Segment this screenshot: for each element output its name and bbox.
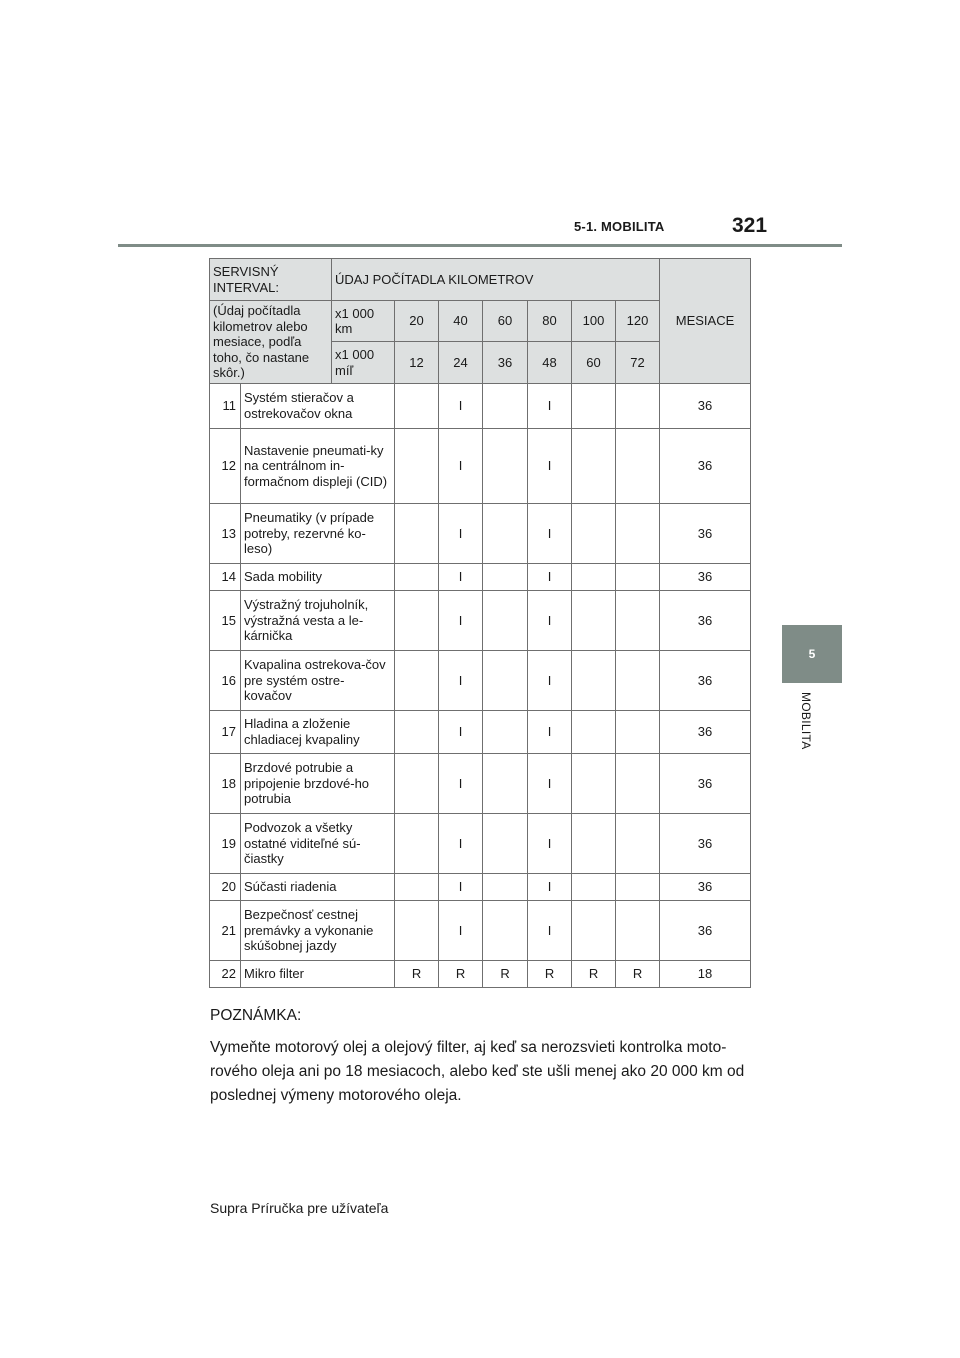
interval-cell: I <box>439 590 483 650</box>
interval-cell: I <box>528 900 572 960</box>
months-cell: 36 <box>660 900 751 960</box>
row-number: 15 <box>210 590 241 650</box>
months-cell: 36 <box>660 650 751 710</box>
interval-cell <box>616 428 660 503</box>
note-title: POZNÁMKA: <box>210 1007 302 1024</box>
interval-cell <box>483 650 528 710</box>
interval-cell <box>483 710 528 753</box>
interval-cell <box>483 813 528 873</box>
row-item: Bezpečnosť cestnej premávky a vykonanie skúšobnej jazdy <box>241 900 395 960</box>
table-row <box>210 590 751 650</box>
interval-cell: I <box>439 813 483 873</box>
note-text: Vymeňte motorový olej a olejový filter, aj keď sa nerozsvieti kontrolka moto-rového oleja ani po 18 mesiacoch, alebo keď ste ušli menej ako 20 000 km od poslednej výmeny motorového oleja. <box>210 1039 745 1104</box>
interval-cell <box>483 428 528 503</box>
interval-cell: I <box>528 428 572 503</box>
row-item: Kvapalina ostrekova-čov pre systém ostre-kovačov <box>241 650 395 710</box>
interval-cell <box>572 873 616 900</box>
row-item: Mikro filter <box>241 960 395 987</box>
row-number: 21 <box>210 900 241 960</box>
miles-value: 36 <box>483 342 528 383</box>
row-number: 20 <box>210 873 241 900</box>
interval-cell <box>395 590 439 650</box>
miles-value: 24 <box>439 342 483 383</box>
interval-cell: I <box>439 428 483 503</box>
interval-cell <box>616 900 660 960</box>
months-cell: 36 <box>660 563 751 590</box>
months-cell: 36 <box>660 383 751 428</box>
interval-cell <box>616 753 660 813</box>
chapter-number: 5 <box>808 647 816 661</box>
chapter-label-text: MOBILITA <box>799 692 813 750</box>
interval-cell <box>395 428 439 503</box>
interval-cell: I <box>528 383 572 428</box>
row-number: 14 <box>210 563 241 590</box>
row-item: Nastavenie pneumati-ky na centrálnom in-formačnom displeji (CID) <box>241 428 395 503</box>
interval-cell: R <box>483 960 528 987</box>
row-number: 17 <box>210 710 241 753</box>
row-item: Podvozok a všetky ostatné viditeľné sú-čiastky <box>241 813 395 873</box>
months-cell: 36 <box>660 753 751 813</box>
interval-cell <box>616 873 660 900</box>
interval-cell: I <box>439 650 483 710</box>
interval-cell <box>395 563 439 590</box>
months-cell: 36 <box>660 813 751 873</box>
interval-cell: I <box>439 753 483 813</box>
months-cell: 36 <box>660 873 751 900</box>
interval-cell: I <box>528 710 572 753</box>
interval-cell <box>572 753 616 813</box>
row-number: 19 <box>210 813 241 873</box>
table-row <box>210 873 751 900</box>
interval-cell <box>483 590 528 650</box>
row-item: Hladina a zloženie chladiacej kvapaliny <box>241 710 395 753</box>
row-item: Pneumatiky (v prípade potreby, rezervné ko-leso) <box>241 503 395 563</box>
row-item: Sada mobility <box>241 563 395 590</box>
interval-cell <box>572 900 616 960</box>
interval-cell: I <box>439 873 483 900</box>
interval-cell <box>483 503 528 563</box>
interval-cell <box>572 590 616 650</box>
interval-cell <box>483 383 528 428</box>
interval-cell <box>483 873 528 900</box>
row-item: Výstražný trojuholník, výstražná vesta a le-kárnička <box>241 590 395 650</box>
interval-cell <box>483 563 528 590</box>
km-value: 100 <box>572 301 616 342</box>
interval-cell: I <box>528 813 572 873</box>
row-number: 13 <box>210 503 241 563</box>
interval-cell <box>572 650 616 710</box>
interval-cell <box>616 813 660 873</box>
interval-cell: R <box>572 960 616 987</box>
interval-cell: I <box>528 590 572 650</box>
km-value: 40 <box>439 301 483 342</box>
row-item: Systém stieračov a ostrekovačov okna <box>241 383 395 428</box>
row-number: 22 <box>210 960 241 987</box>
interval-cell <box>616 563 660 590</box>
interval-cell <box>616 383 660 428</box>
interval-cell <box>395 900 439 960</box>
interval-cell <box>572 813 616 873</box>
table-row <box>210 383 751 428</box>
table-row <box>210 960 751 987</box>
interval-cell: R <box>616 960 660 987</box>
interval-cell <box>395 710 439 753</box>
miles-value: 72 <box>616 342 660 383</box>
km-value: 80 <box>528 301 572 342</box>
chapter-tab <box>782 625 842 683</box>
row-number: 12 <box>210 428 241 503</box>
interval-cell: I <box>439 710 483 753</box>
table-row <box>210 710 751 753</box>
miles-value: 60 <box>572 342 616 383</box>
interval-cell <box>395 650 439 710</box>
interval-cell <box>616 650 660 710</box>
interval-cell <box>572 428 616 503</box>
note-block <box>210 1004 755 1116</box>
section-title: 5-1. MOBILITA <box>574 219 665 234</box>
miles-label: x1 000 míľ <box>332 342 395 383</box>
interval-cell <box>395 873 439 900</box>
interval-cell <box>395 813 439 873</box>
km-value: 20 <box>395 301 439 342</box>
interval-cell: I <box>439 503 483 563</box>
interval-cell: I <box>439 563 483 590</box>
months-header: MESIACE <box>660 259 751 384</box>
interval-cell <box>395 503 439 563</box>
interval-cell <box>572 383 616 428</box>
interval-cell: I <box>439 900 483 960</box>
interval-header: SERVISNÝ INTERVAL: <box>210 259 332 301</box>
interval-cell: I <box>528 650 572 710</box>
chapter-label <box>799 692 813 782</box>
interval-cell <box>572 710 616 753</box>
interval-cell <box>483 753 528 813</box>
interval-cell: I <box>528 753 572 813</box>
table-row <box>210 753 751 813</box>
interval-cell <box>616 503 660 563</box>
months-cell: 36 <box>660 503 751 563</box>
row-item: Brzdové potrubie a pripojenie brzdové-ho potrubia <box>241 753 395 813</box>
interval-cell: R <box>395 960 439 987</box>
odometer-header: ÚDAJ POČÍTADLA KILOMETROV <box>332 259 660 301</box>
interval-cell <box>572 563 616 590</box>
interval-cell: I <box>528 503 572 563</box>
miles-value: 12 <box>395 342 439 383</box>
interval-cell: I <box>439 383 483 428</box>
header-divider <box>118 244 842 247</box>
miles-value: 48 <box>528 342 572 383</box>
months-cell: 36 <box>660 590 751 650</box>
table-row <box>210 428 751 503</box>
interval-cell <box>395 383 439 428</box>
interval-cell: I <box>528 563 572 590</box>
row-number: 11 <box>210 383 241 428</box>
row-number: 16 <box>210 650 241 710</box>
km-value: 120 <box>616 301 660 342</box>
interval-cell: R <box>439 960 483 987</box>
row-item: Súčasti riadenia <box>241 873 395 900</box>
interval-cell <box>395 753 439 813</box>
interval-cell <box>616 710 660 753</box>
table-row <box>210 900 751 960</box>
months-cell: 36 <box>660 710 751 753</box>
interval-cell: I <box>528 873 572 900</box>
maintenance-table <box>209 258 751 988</box>
footer-text: Supra Príručka pre užívateľa <box>210 1200 389 1216</box>
months-cell: 36 <box>660 428 751 503</box>
km-value: 60 <box>483 301 528 342</box>
page-number: 321 <box>732 214 768 237</box>
interval-cell <box>616 590 660 650</box>
interval-subheader: (Údaj počítadla kilometrov alebo mesiace, podľa toho, čo nastane skôr.) <box>210 301 332 384</box>
interval-cell: R <box>528 960 572 987</box>
table-row <box>210 563 751 590</box>
interval-cell <box>572 503 616 563</box>
table-row <box>210 503 751 563</box>
months-cell: 18 <box>660 960 751 987</box>
row-number: 18 <box>210 753 241 813</box>
table-row <box>210 650 751 710</box>
table-row <box>210 813 751 873</box>
km-label: x1 000 km <box>332 301 395 342</box>
interval-cell <box>483 900 528 960</box>
